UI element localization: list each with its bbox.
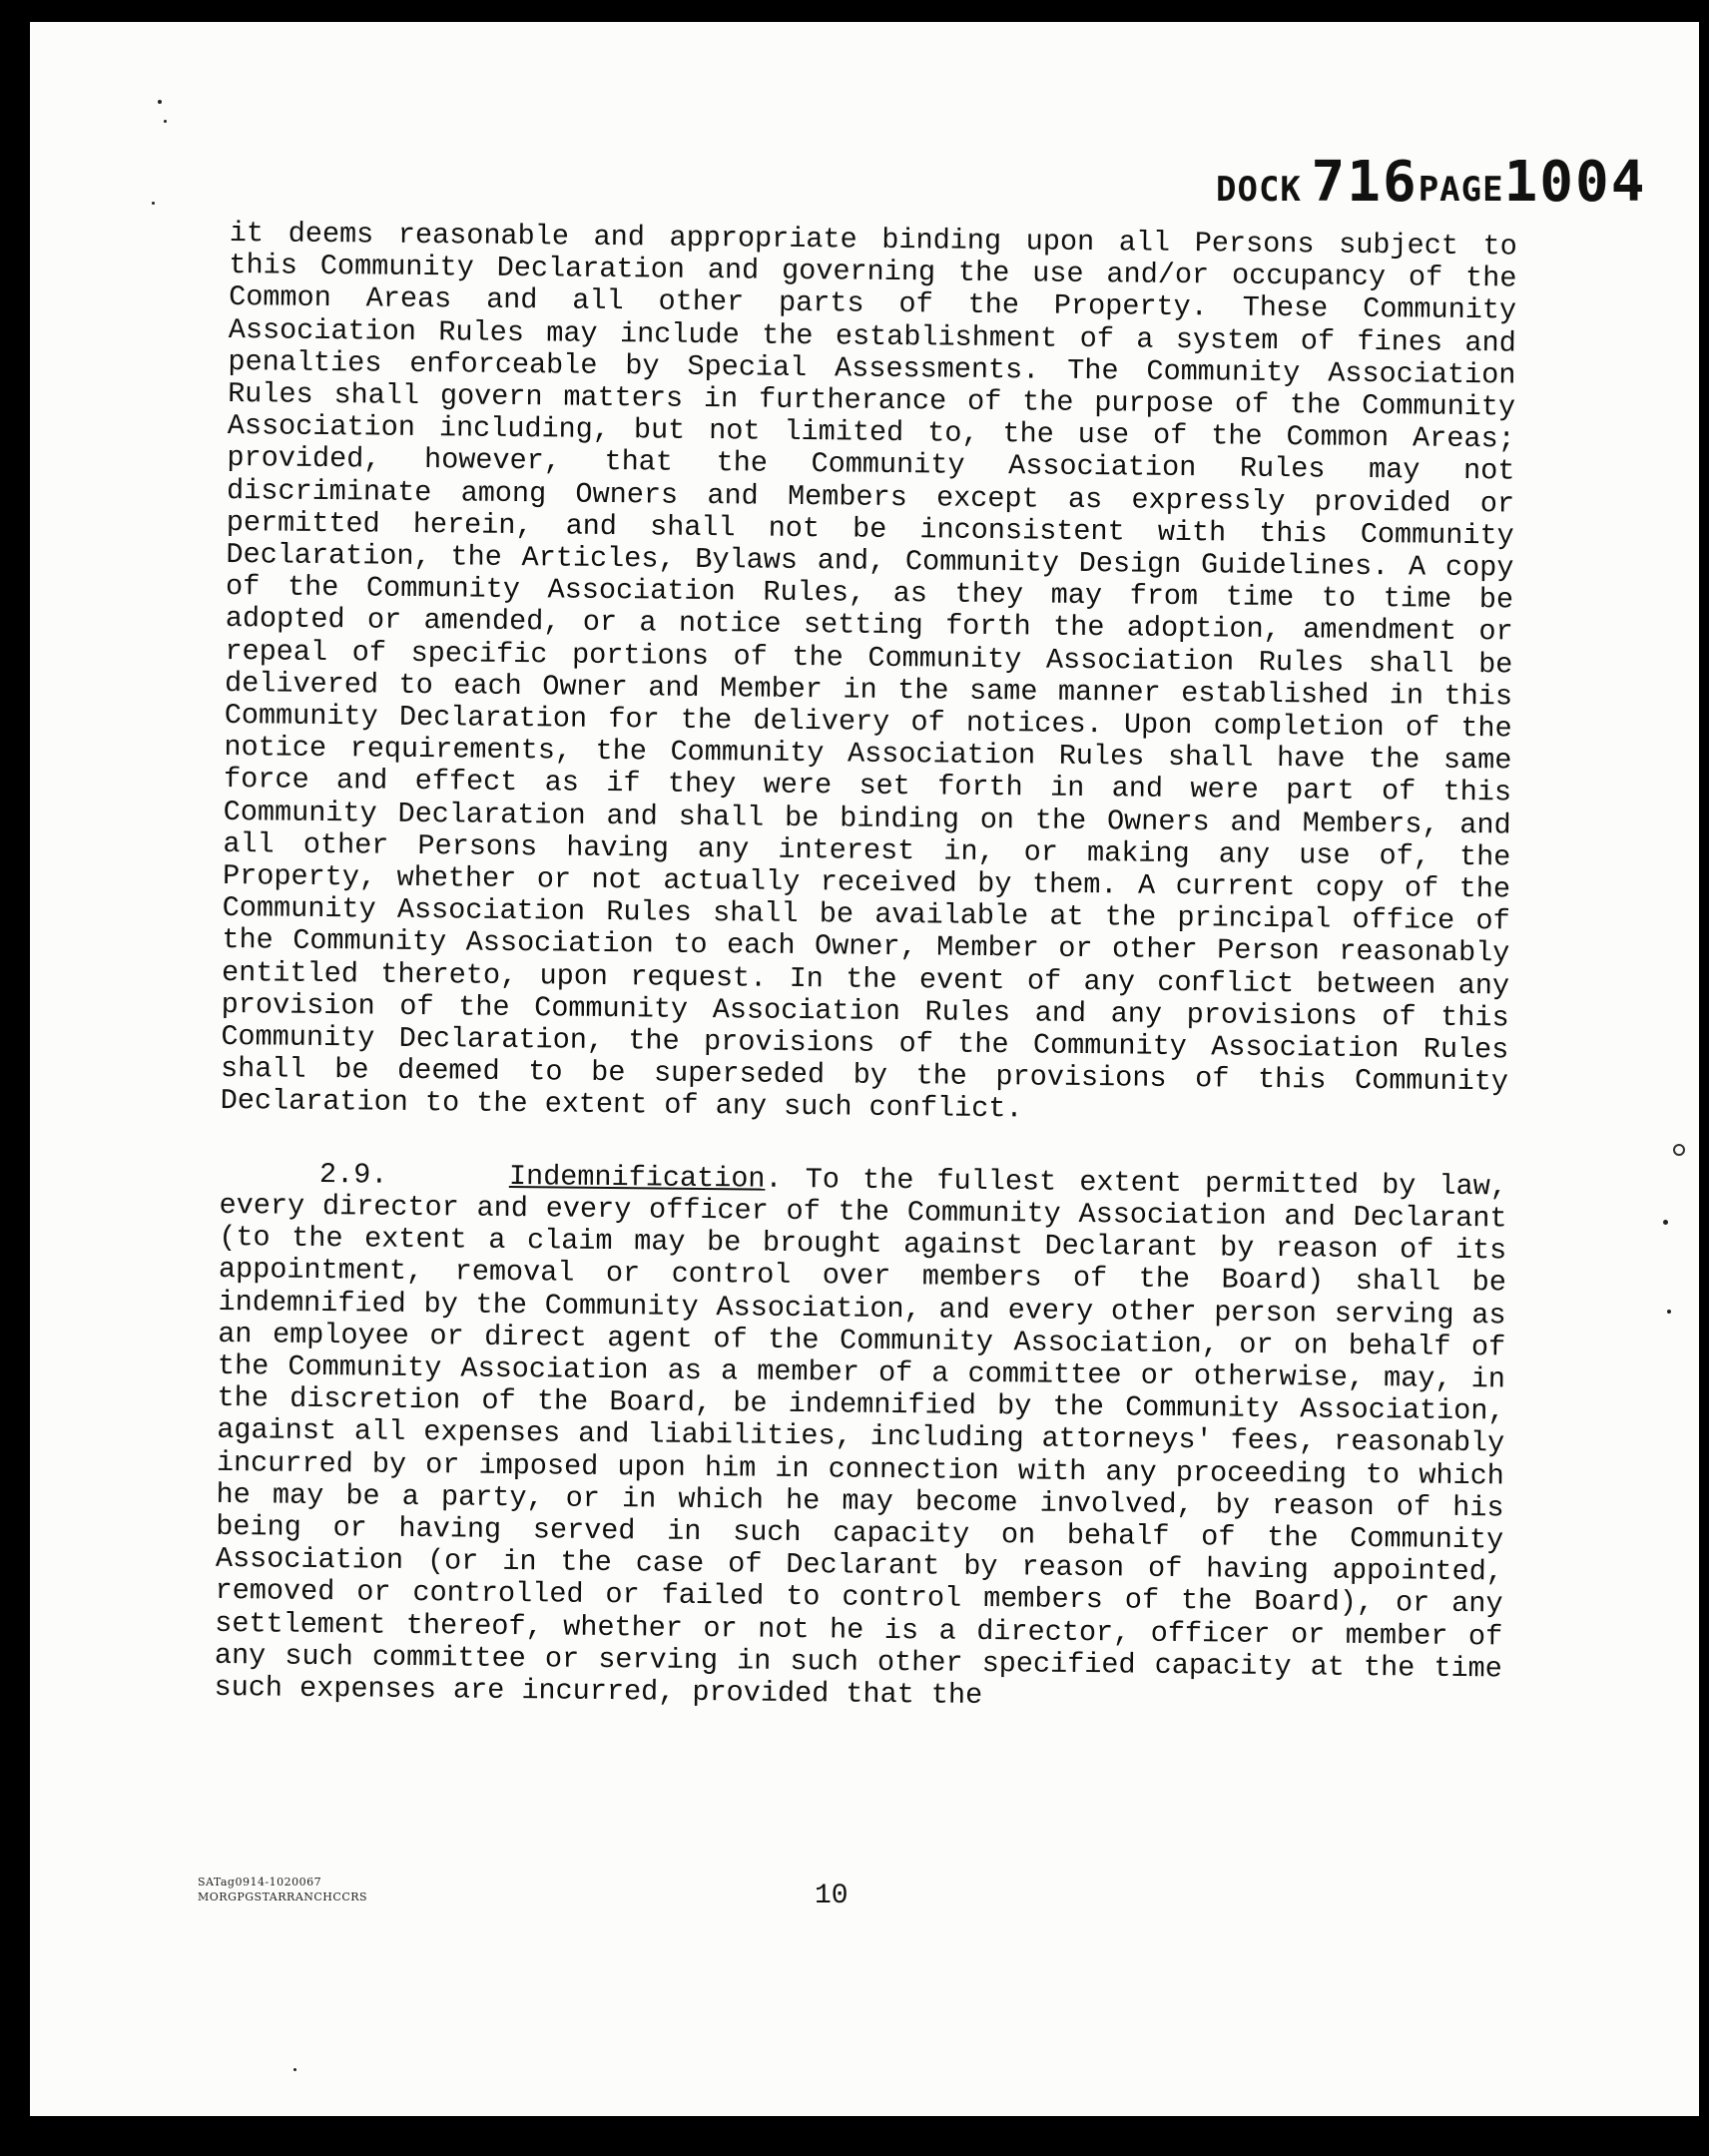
document-code [198,1875,367,1904]
page-number: 10 [815,1881,849,1911]
scan-speck [1667,1310,1671,1314]
document-code-line-2: MORGPGSTARRANCHCCRS [198,1890,368,1903]
book-page-stamp [1216,150,1646,215]
section-text: . To the fullest extent permitted by law, every director and every officer of the Community Association and Declarant (to the extent a claim may be brought against Declarant by reason of its appointment, removal or control over members of the Board) shall be indemnified by the Community Association, and every other person serving as an employee or direct agent of the Community Association, or on behalf of the Community Association as a member of a committee or otherwise, may, in the discretion of the Board, be indemnified by the Community Association, against all expenses and liabilities, including attorneys' fees, reasonably incurred by or imposed upon him in connection with any proceeding to which he may be a party, or in which he may become involved, by reason of his being or having served in such capacity on behalf of the Community Association (or in the case of Declarant by reason of having appointed, removed or controlled or failed to control members of the Board), or any settlement thereof, whether or not he is a director, officer or member of any such committee or serving in such other specified capacity at the time such expenses are incurred, provided that the [214,1162,1508,1712]
section-number: 2.9. [318,1157,388,1192]
scan-speck [158,100,162,104]
paragraph-indemnification [214,1158,1507,1718]
document-page [30,22,1699,2116]
scan-ring-mark [1673,1144,1685,1156]
section-title: Indemnification [508,1159,766,1196]
scan-speck [164,120,167,123]
scan-speck [1663,1220,1668,1225]
book-number: 716 [1311,150,1419,215]
document-body [214,218,1517,1718]
scan-speck [152,202,155,205]
document-code-line-1: SATag0914-1020067 [198,1876,322,1888]
scan-speck [293,2068,296,2071]
stamp-page-number: 1004 [1503,150,1647,215]
book-label: DOCK [1216,170,1302,210]
paragraph-rules: it deems reasonable and appropriate binding upon all Persons subject to this Community Declaration and governing the use and/or occupancy of the Common Areas and all other parts of the Property. These Community Association Rules may include the establishment of a system of fines and penalties enforceable by Special Assessments. The Community Association Rules shall govern matters in furtherance of the purpose of the Community Association including, but not limited to, the use of the Common Areas; provided, however, that the Community Association Rules may not discriminate among Owners and Members except as expressly provided or permitted herein, and shall not be inconsistent with this Community Declaration, the Articles, Bylaws and, Community Design Guidelines. A copy of the Community Association Rules, as they may from time to time be adopted or amended, or a notice setting forth the adoption, amendment or repeal of specific portions of the Community Association Rules shall be delivered to each Owner and Member in the same manner established in this Community Declaration for the delivery of notices. Upon completion of the notice requirements, the Community Association Rules shall have the same force and effect as if they were set forth in and were part of this Community Declaration and shall be binding on the Owners and Members, and all other Persons having any interest in, or making any use of, the Property, whether or not actually received by them. A current copy of the Community Association Rules shall be available at the principal office of the Community Association to each Owner, Member or other Person reasonably entitled thereto, upon request. In the event of any conflict between any provision of the Community Association Rules and any provisions of this Community Declaration, the provisions of the Community Association Rules shall be deemed to be superseded by the provisions of this Community Declaration to the extent of any such conflict. [220,217,1517,1126]
page-label: PAGE [1418,170,1504,210]
